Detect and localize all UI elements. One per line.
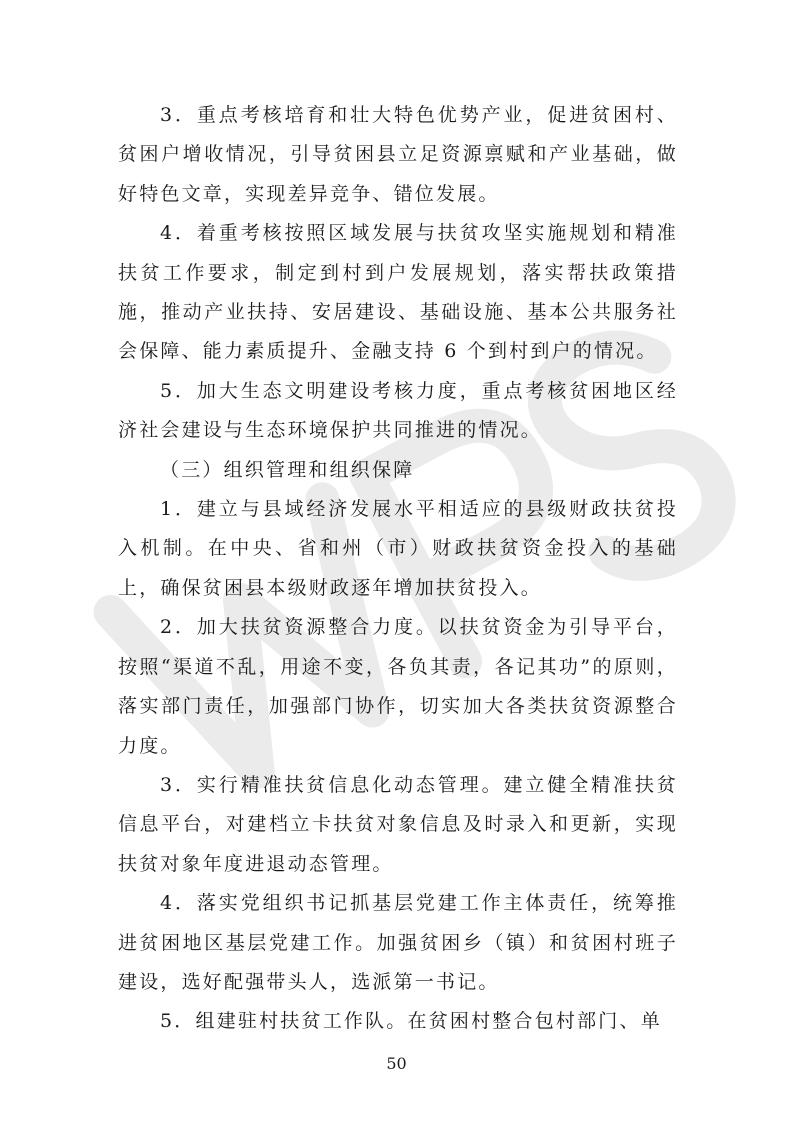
paragraph: 3．重点考核培育和壮大特色优势产业，促进贫困村、贫困户增收情况，引导贫困县立足资源禀赋和产业基础，做好特色文章，实现差异竞争、错位发展。 <box>118 104 678 205</box>
document-body <box>118 96 678 1042</box>
section-heading: （三）组织管理和组织保障 <box>160 458 415 481</box>
page-number: 50 <box>386 1054 407 1073</box>
paragraph: 5．组建驻村扶贫工作队。在贫困村整合包村部门、单 <box>160 1010 662 1033</box>
paragraph: 3．实行精准扶贫信息化动态管理。建立健全精准扶贫信息平台，对建档立卡扶贫对象信息及时录入和更新，实现扶贫对象年度进退动态管理。 <box>118 773 678 875</box>
paragraph: 5．加大生态文明建设考核力度，重点考核贫困地区经济社会建设与生态环境保护共同推进的情况。 <box>118 379 678 442</box>
paragraph: 2．加大扶贫资源整合力度。以扶贫资金为引导平台，按照“渠道不乱，用途不变，各负其责，各记其功”的原则，落实部门责任，加强部门协作，切实加大各类扶贫资源整合力度。 <box>118 616 678 757</box>
paragraph: 4．着重考核按照区域发展与扶贫攻坚实施规划和精准扶贫工作要求，制定到村到户发展规划，落实帮扶政策措施，推动产业扶持、安居建设、基础设施、基本公共服务社会保障、能力素质提升、金融支持 6 个到村到户的情况。 <box>118 222 678 363</box>
paragraph: 4．落实党组织书记抓基层党建工作主体责任，统筹推进贫困地区基层党建工作。加强贫困乡（镇）和贫困村班子建设，选好配强带头人，选派第一书记。 <box>118 892 678 993</box>
paragraph: 1．建立与县域经济发展水平相适应的县级财政扶贫投入机制。在中央、省和州（市）财政扶贫资金投入的基础上，确保贫困县本级财政逐年增加扶贫投入。 <box>118 498 678 599</box>
